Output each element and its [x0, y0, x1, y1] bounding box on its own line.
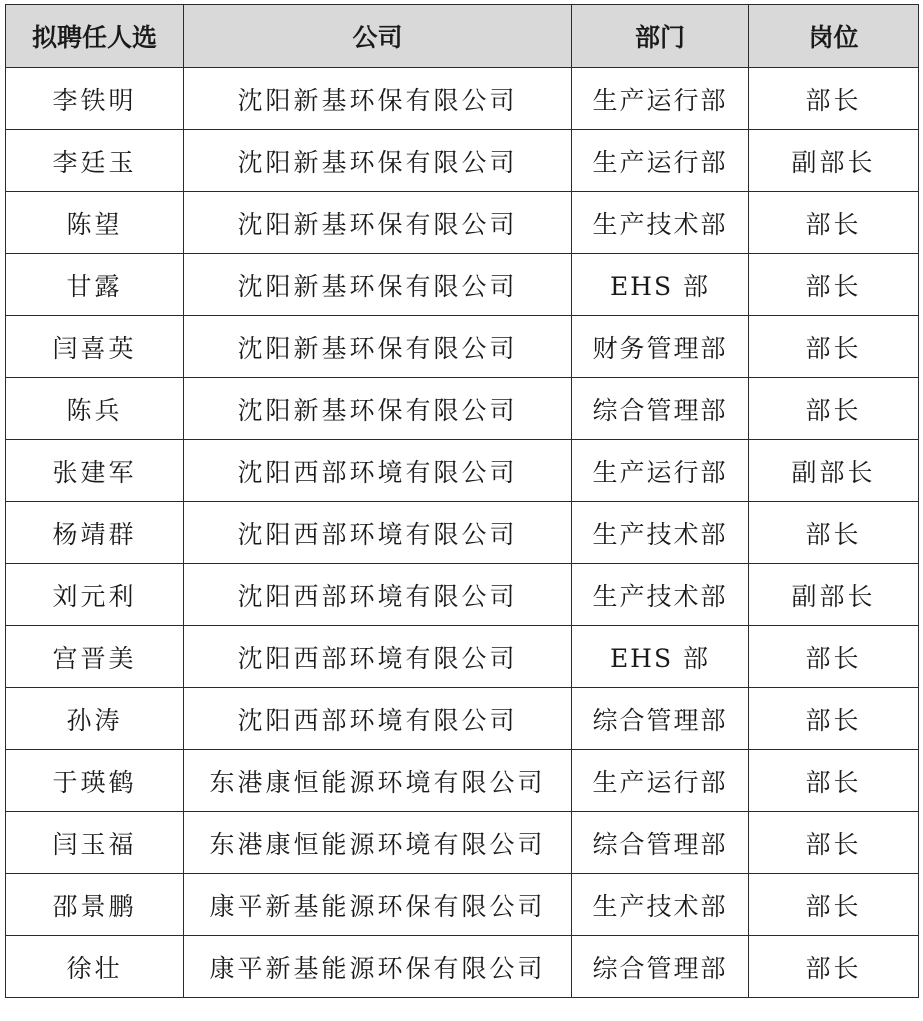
table-row: [6, 750, 919, 812]
position-title: 副部长: [749, 130, 919, 192]
position-title: 部长: [749, 626, 919, 688]
department-name: 综合管理部: [572, 936, 749, 998]
table-header: [6, 5, 919, 68]
table-row: [6, 68, 919, 130]
position-title: 部长: [749, 68, 919, 130]
position-title: 部长: [749, 192, 919, 254]
department-name: 生产运行部: [572, 750, 749, 812]
department-name: 生产运行部: [572, 130, 749, 192]
department-name: 生产技术部: [572, 874, 749, 936]
position-title: 部长: [749, 378, 919, 440]
table-row: [6, 502, 919, 564]
department-name: 生产运行部: [572, 68, 749, 130]
header-position: 岗位: [749, 5, 919, 68]
company-name: 沈阳新基环保有限公司: [184, 378, 572, 440]
company-name: 沈阳新基环保有限公司: [184, 68, 572, 130]
candidate-name: 闫喜英: [6, 316, 184, 378]
header-row: [6, 5, 919, 68]
position-title: 部长: [749, 936, 919, 998]
position-title: 部长: [749, 874, 919, 936]
company-name: 东港康恒能源环境有限公司: [184, 750, 572, 812]
department-name: 财务管理部: [572, 316, 749, 378]
department-name: 综合管理部: [572, 812, 749, 874]
department-name: 生产技术部: [572, 564, 749, 626]
table-row: [6, 626, 919, 688]
department-name: 综合管理部: [572, 378, 749, 440]
company-name: 沈阳西部环境有限公司: [184, 440, 572, 502]
position-title: 部长: [749, 502, 919, 564]
candidate-name: 闫玉福: [6, 812, 184, 874]
company-name: 沈阳新基环保有限公司: [184, 254, 572, 316]
candidate-name: 张建军: [6, 440, 184, 502]
company-name: 东港康恒能源环境有限公司: [184, 812, 572, 874]
candidate-name: 李廷玉: [6, 130, 184, 192]
table-body: [6, 68, 919, 998]
table-row: [6, 564, 919, 626]
table-row: [6, 440, 919, 502]
candidate-name: 徐壮: [6, 936, 184, 998]
department-name: 生产技术部: [572, 192, 749, 254]
department-name: 生产技术部: [572, 502, 749, 564]
candidate-name: 甘露: [6, 254, 184, 316]
table-row: [6, 874, 919, 936]
position-title: 部长: [749, 812, 919, 874]
candidate-name: 孙涛: [6, 688, 184, 750]
appointment-table: [5, 4, 919, 998]
company-name: 沈阳西部环境有限公司: [184, 626, 572, 688]
header-company: 公司: [184, 5, 572, 68]
company-name: 沈阳新基环保有限公司: [184, 192, 572, 254]
header-candidate: 拟聘任人选: [6, 5, 184, 68]
position-title: 副部长: [749, 440, 919, 502]
candidate-name: 刘元利: [6, 564, 184, 626]
table-row: [6, 130, 919, 192]
candidate-name: 李铁明: [6, 68, 184, 130]
candidate-name: 陈望: [6, 192, 184, 254]
department-name: 综合管理部: [572, 688, 749, 750]
table-row: [6, 936, 919, 998]
table-row: [6, 316, 919, 378]
company-name: 沈阳西部环境有限公司: [184, 564, 572, 626]
department-name: EHS 部: [572, 626, 749, 688]
header-department: 部门: [572, 5, 749, 68]
company-name: 康平新基能源环保有限公司: [184, 936, 572, 998]
position-title: 部长: [749, 254, 919, 316]
candidate-name: 杨靖群: [6, 502, 184, 564]
candidate-name: 于瑛鹤: [6, 750, 184, 812]
table-row: [6, 812, 919, 874]
company-name: 沈阳新基环保有限公司: [184, 316, 572, 378]
table-row: [6, 688, 919, 750]
position-title: 部长: [749, 688, 919, 750]
company-name: 康平新基能源环保有限公司: [184, 874, 572, 936]
table-row: [6, 192, 919, 254]
table-row: [6, 254, 919, 316]
candidate-name: 邵景鹏: [6, 874, 184, 936]
department-name: 生产运行部: [572, 440, 749, 502]
position-title: 部长: [749, 750, 919, 812]
department-name: EHS 部: [572, 254, 749, 316]
candidate-name: 宫晋美: [6, 626, 184, 688]
position-title: 副部长: [749, 564, 919, 626]
company-name: 沈阳新基环保有限公司: [184, 130, 572, 192]
company-name: 沈阳西部环境有限公司: [184, 502, 572, 564]
company-name: 沈阳西部环境有限公司: [184, 688, 572, 750]
candidate-name: 陈兵: [6, 378, 184, 440]
table-row: [6, 378, 919, 440]
position-title: 部长: [749, 316, 919, 378]
